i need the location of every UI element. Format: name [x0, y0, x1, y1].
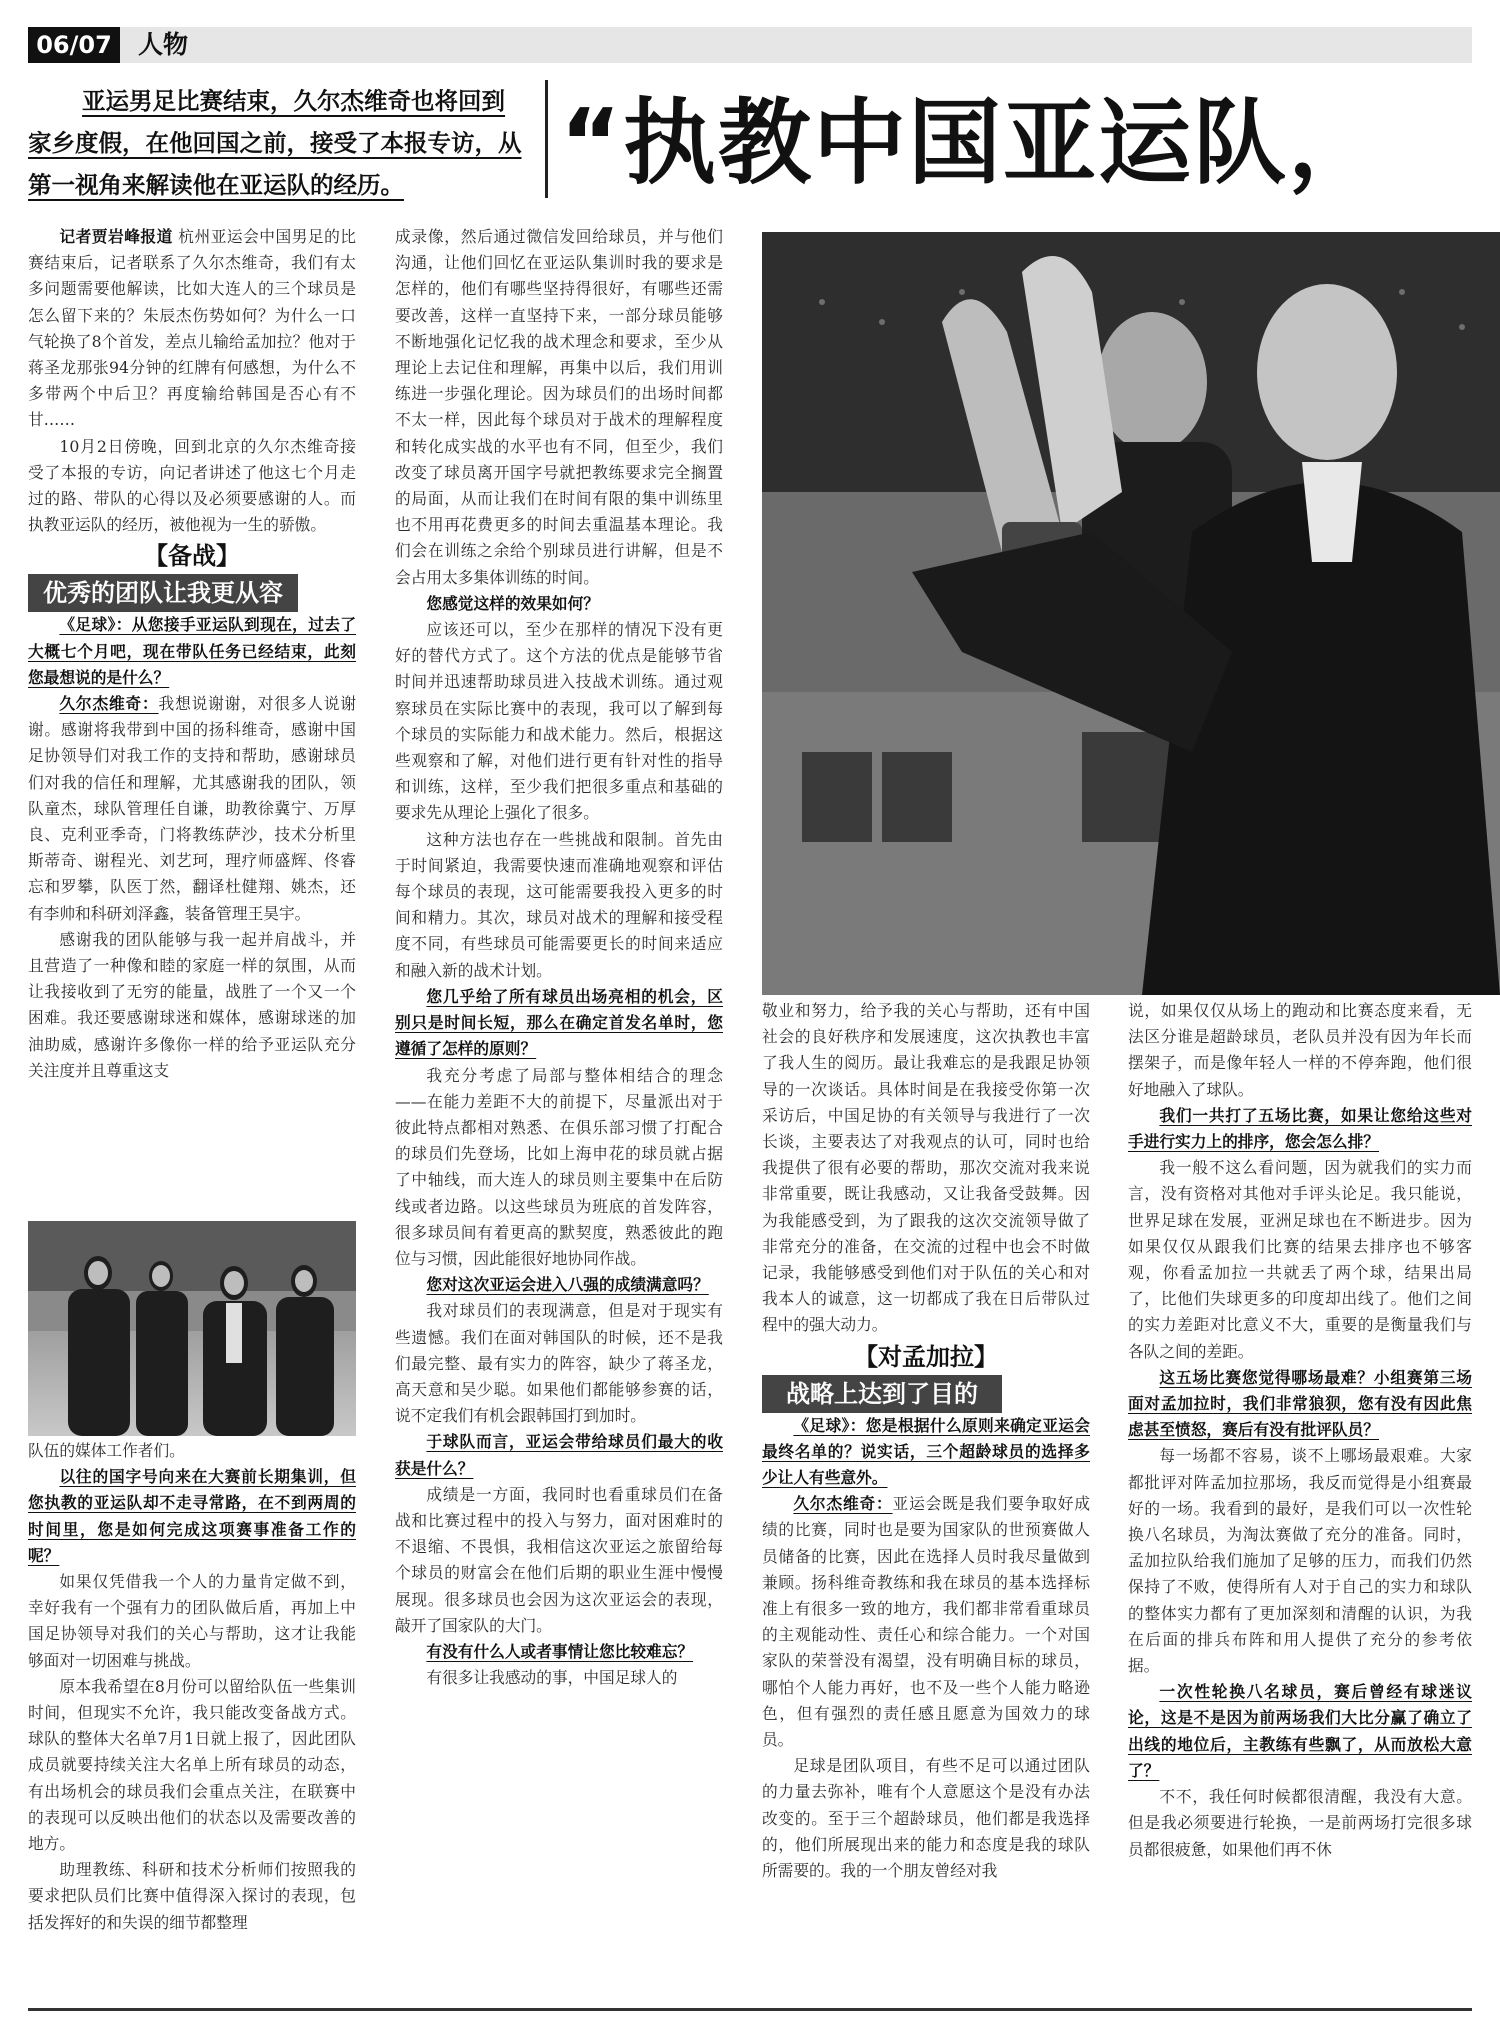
question-text: 我们一共打了五场比赛，如果让您给这些对手进行实力上的排序，您会怎么排？: [1128, 1105, 1472, 1152]
section-subtitle: 战略上达到了目的: [762, 1375, 1002, 1413]
paragraph: 不不，我任何时候都很清醒，我没有大意。但是我必须要进行轮换，一是前两场打完很多球员都很疲惫，如果他们再不休: [1128, 1787, 1472, 1859]
paragraph: 我对球员们的表现满意，但是对于现实有些遗憾。我们在面对韩国队的时候，还不是我们最完整、最有实力的阵容，缺少了蒋圣龙，高天意和吴少聪。如果他们都能够参赛的话，说不定我们有机会跟韩国打到加时。: [395, 1301, 723, 1426]
question-text: 有没有什么人或者事情让您比较难忘？: [426, 1641, 694, 1661]
deck-divider: [545, 80, 548, 198]
question-text: 您几乎给了所有球员出场亮相的机会，区别只是时间长短，那么在确定首发名单时，您遵循了怎样的原则？: [395, 986, 723, 1059]
section-label: 人物: [138, 30, 189, 59]
question: [1128, 1679, 1472, 1784]
bottom-rule: [28, 2008, 1472, 2011]
question: [1128, 1365, 1472, 1444]
question: [1128, 1103, 1472, 1155]
team-staff-photo: [28, 1221, 356, 1436]
paragraph: [28, 691, 356, 927]
column-1: [28, 224, 357, 1080]
question: [395, 591, 723, 617]
paragraph: 足球是团队项目，有些不足可以通过团队的力量去弥补，唯有个人意愿这个是没有办法改变的。至于三个超龄球员，他们都是我选择的，他们所展现出来的能力和态度是我的球队所需要的。我的一个朋友曾经对我: [762, 1756, 1090, 1881]
speaker: 久尔杰维奇：: [59, 694, 159, 714]
question-text: 一次性轮换八名球员，赛后曾经有球迷议论，这是不是因为前两场我们大比分赢了确立了出线的地位后，主教练有些飘了，从而放松大意了？: [1128, 1682, 1472, 1780]
headline: “执教中国亚运队，: [560, 89, 1384, 197]
speaker: 久尔杰维奇：: [793, 1494, 893, 1514]
page-number: 06/07: [28, 27, 120, 63]
paragraph: 10月2日傍晚，回到北京的久尔杰维奇接受了本报的专访，向记者讲述了他这七个月走过的路、带队的心得以及必须要感谢的人。而执教亚运队的经历，被他视为一生的骄傲。: [28, 436, 356, 535]
answer-text: 我想说谢谢，对很多人说谢谢。感谢将我带到中国的扬科维奇，感谢中国足协领导们对我工作的支持和帮助，感谢球员们对我的信任和理解，尤其感谢我的团队，领队童杰，球队管理任自谦，助教徐冀宁、万厚良、克利亚季奇，门将教练萨沙，技术分析里斯蒂奇、谢程光、刘艺珂，理疗师盛辉、佟睿忘和罗攀，队医丁然，翻译杜健翔、姚杰，还有李帅和科研刘泽鑫，装备管理王昊宇。: [28, 694, 357, 923]
header-bar: [28, 27, 1472, 63]
question: [762, 1413, 1090, 1492]
question-text: 《足球》：您是根据什么原则来确定亚运会最终名单的？说实话，三个超龄球员的选择多少让人有些意外。: [762, 1415, 1090, 1488]
question-text: 《足球》：从您接手亚运队到现在，过去了大概七个月吧，现在带队任务已经结束，此刻您最想说的是什么？: [28, 615, 356, 687]
paragraph: 如果仅凭借我一个人的力量肯定做不到，幸好我有一个强有力的团队做后盾，再加上中国足协领导对我们的关心与帮助，这才让我能够面对一切困难与挑战。: [28, 1572, 356, 1670]
paragraph: 成录像，然后通过微信发回给球员，并与他们沟通，让他们回忆在亚运队集训时我的要求是怎样的，他们有哪些坚持得很好，有哪些还需要改善，这样一直坚持下来，一部分球员能够不断地强化记忆我的战术理念和要求，至少从理论上去记住和理解，再集中以后，我们用训练进一步强化理论。因为球员们的出场时间都不太一样，因此每个球员对于战术的理解程度和转化成实战的水平也有不同，但至少，我们改变了球员离开国字号就把教练要求完全搁置的局面，从而让我们在时间有限的集中训练里也不用再花费更多的时间去重温基本理论。我们会在训练之余给个别球员进行讲解，但是不会占用太多集体训练的时间。: [395, 227, 723, 587]
question: [28, 1464, 356, 1569]
question: [395, 984, 723, 1063]
question-text: 以往的国字号向来在大赛前长期集训，但您执教的亚运队却不走寻常路，在不到两周的时间里，您是如何完成这项赛事准备工作的呢？: [28, 1467, 356, 1565]
question-text: 这五场比赛您觉得哪场最难？小组赛第三场面对孟加拉时，我们非常狼狈，您有没有因此焦虑甚至愤怒，赛后有没有批评队员？: [1128, 1367, 1472, 1440]
paragraph: 这种方法也存在一些挑战和限制。首先由于时间紧迫，我需要快速而准确地观察和评估每个球员的表现，这可能需要我投入更多的时间和精力。其次，球员对战术的理解和接受程度不同，有些球员可能需要更长的时间来适应和融入新的战术计划。: [395, 829, 723, 980]
question-text: 您感觉这样的效果如何？: [426, 593, 599, 613]
paragraph: 说，如果仅仅从场上的跑动和比赛态度来看，无法区分谁是超龄球员，老队员并没有因为年长而摆架子，而是像年轻人一样的不停奔跑，他们很好地融入了球队。: [1128, 1001, 1472, 1099]
byline: 记者贾岩峰报道: [59, 227, 173, 246]
paragraph: 我充分考虑了局部与整体相结合的理念——在能力差距不大的前提下，尽量派出对于彼此特点都相对熟悉、在俱乐部习惯了打配合的球员们先登场，比如上海申花的球员就占据了中轴线，而大连人的球员则主要集中在后防线或者边路。以这些球员为班底的首发阵容，很多球员间有着更高的默契度，熟悉彼此的跑位与习惯，因此能很好地协同作战。: [395, 1065, 723, 1268]
question: [28, 612, 356, 691]
column-3: [762, 998, 1090, 1884]
deck: 亚运男足比赛结束，久尔杰维奇也将回到家乡度假，在他回国之前，接受了本报专访，从第一视角来解读他在亚运队的经历。: [28, 87, 522, 199]
paragraph: [28, 224, 356, 434]
question: [395, 1272, 723, 1298]
question-text: 您对这次亚运会进入八强的成绩满意吗？: [426, 1275, 709, 1295]
paragraph: 原本我希望在8月份可以留给队伍一些集训时间，但现实不允许，我只能改变备战方式。球队的整体大名单7月1日就上报了，因此团队成员就要持续关注大名单上所有球员的动态，有出场机会的球员我们会重点关注，在联赛中的表现可以反映出他们的状态以及需要改善的地方。: [28, 1676, 356, 1854]
section-tag: 【备战】: [144, 542, 240, 571]
question: [395, 1429, 723, 1481]
photo-illustration: [28, 1221, 356, 1436]
paragraph: 有很多让我感动的事，中国足球人的: [426, 1668, 678, 1688]
paragraph: 助理教练、科研和技术分析师们按照我的要求把队员们比赛中值得深入探讨的表现，包括发挥好的和失误的细节都整理: [28, 1860, 356, 1932]
column-2: [395, 224, 723, 1691]
answer-text: 亚运会既是我们要争取好成绩的比赛，同时也是要为国家队的世预赛做人员储备的比赛，因此在选择人员时我尽量做到兼顾。扬科维奇教练和我在球员的基本选择标准上有很多一致的地方，我们都非常看重球员的主观能动性、责任心和综合能力。一个对国家队的荣誉没有渴望，没有明确目标的球员，哪怕个人能力再好，也不及一些个人能力略逊色，但有强烈的责任感且愿意为国效力的球员。: [762, 1494, 1091, 1750]
paragraph: 敬业和努力，给予我的关心与帮助，还有中国社会的良好秩序和发展速度，这次执教也丰富了我人生的阅历。最让我难忘的是我跟足协领导的一次谈话。具体时间是在我接受你第一次采访后，中国足协的有关领导与我进行了一次长谈，主要表达了对我观点的认可，同时也给我提供了很有必要的帮助，那次交流对我来说非常重要，既让我感动，又让我备受鼓舞。因为我能感受到，为了跟我的这次交流领导做了非常充分的准备，在交流的过程中也会不时做记录，我能够感受到他们对于队伍的关心和对我本人的诚意，这一切都成了我在日后带队过程中的强大动力。: [762, 1001, 1090, 1335]
paragraph: 感谢我的团队能够与我一起并肩战斗，并且营造了一种像和睦的家庭一样的氛围，从而让我接收到了无穷的能量，战胜了一个又一个困难。我还要感谢球迷和媒体，感谢球迷的加油助威，感谢许多像你一样的给予亚运队充分关注度并且尊重这支: [28, 929, 356, 1080]
section-tag: 【对孟加拉】: [854, 1342, 998, 1371]
paragraph: 队伍的媒体工作者们。: [28, 1441, 185, 1460]
question-text: 于球队而言，亚运会带给球员们最大的收获是什么？: [395, 1432, 723, 1478]
paragraph: 成绩是一方面，我同时也看重球员们在备战和比赛过程中的投入与努力，面对困难时的不退缩、不畏惧，我相信这次亚运之旅留给每个球员的财富会在他们后期的职业生涯中慢慢展现。很多球员也会因为这次亚运会的表现，敲开了国家队的大门。: [395, 1484, 723, 1635]
paragraph: 我一般不这么看问题，因为就我们的实力而言，没有资格对其他对手评头论足。我只能说，世界足球在发展，亚洲足球也在不断进步。因为如果仅仅从跟我们比赛的结果去排序也不够客观，你看孟加拉一共就丢了两个球，结果出局了，比他们失球更多的印度却出线了。他们之间的实力差距对比意义不大，重要的是衡量我们与各队之间的差距。: [1128, 1158, 1472, 1361]
photo-illustration: [762, 232, 1500, 995]
paragraph: [762, 1491, 1090, 1753]
question: [395, 1639, 723, 1665]
section-subtitle: 优秀的团队让我更从容: [28, 574, 298, 612]
column-4: [1128, 998, 1472, 1863]
paragraph: 应该还可以，至少在那样的情况下没有更好的替代方式了。这个方法的优点是能够节省时间并迅速帮助球员进入技战术训练。通过观察球员在实际比赛中的表现，我可以了解到每个球员的实际能力和战术能力。然后，根据这些观察和了解，对他们进行更有针对性的指导和训练，这样，至少我们把很多重点和基础的要求先从理论上强化了很多。: [395, 620, 723, 823]
paragraph: 每一场都不容易，谈不上哪场最艰难。大家都批评对阵孟加拉那场，我反而觉得是小组赛最好的一场。我看到的最好，是我们可以一次性轮换八名球员，为淘汰赛做了充分的准备。同时，孟加拉队给我们施加了足够的压力，而我们仍然保持了不败，使得所有人对于自己的实力和球队的整体实力都有了更加深刻和清醒的认识，为我在后面的排兵布阵和用人提供了充分的参考依据。: [1128, 1446, 1472, 1676]
column-1-continued: [28, 1438, 356, 1936]
coach-photo: [762, 232, 1500, 995]
paragraph-text: 杭州亚运会中国男足的比赛结束后，记者联系了久尔杰维奇，我们有太多问题需要他解读，比如大连人的三个球员是怎么留下来的？朱辰杰伤势如何？为什么一口气轮换了8个首发，差点儿输给孟加拉？他对于蒋圣龙那张94分钟的红牌有何感想，为什么不多带两个中后卫？再度输给韩国是否心有不甘……: [28, 227, 356, 430]
